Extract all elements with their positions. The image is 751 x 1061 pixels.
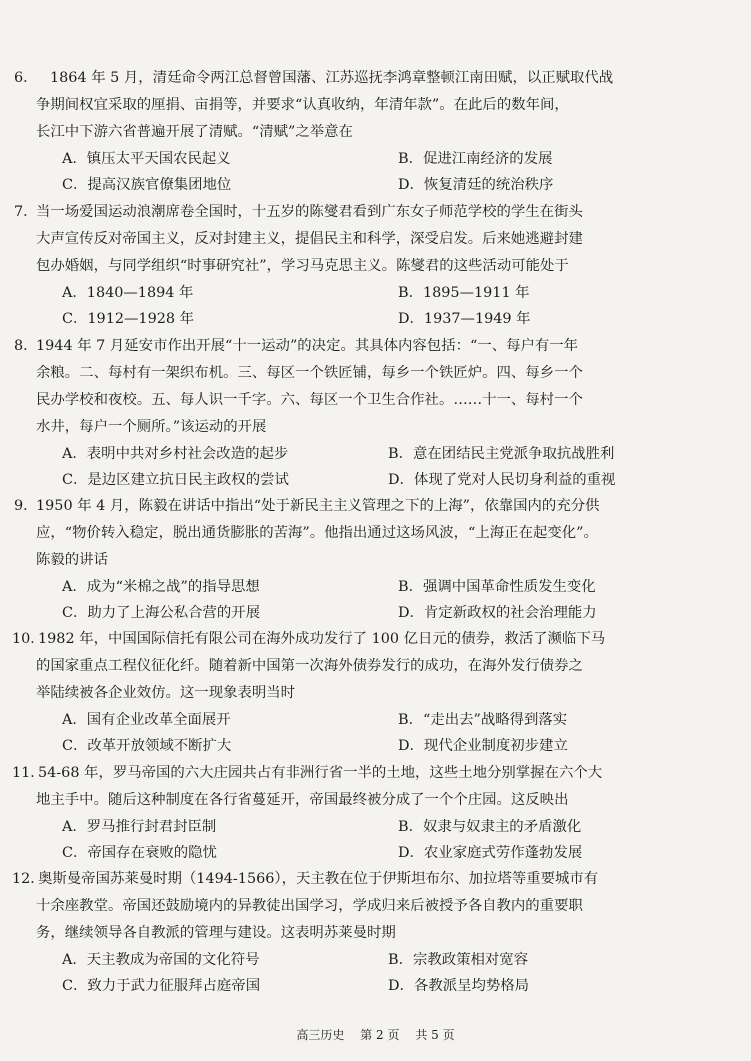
option-a[interactable]: A．镇压太平天国农民起义 [62,151,231,167]
option-d[interactable]: D．现代企业制度初步建立 [398,738,568,754]
question-stem-line: 举陆续被各企业效仿。这一现象表明当时 [36,685,296,701]
option-a[interactable]: A．1840—1894 年 [62,285,194,301]
option-c[interactable]: C．是边区建立抗日民主政权的尝试 [62,472,289,488]
question-number: 6． [14,70,38,86]
option-c[interactable]: C．助力了上海公私合营的开展 [62,605,261,621]
option-c[interactable]: C．帝国存在衰败的隐忧 [62,845,217,861]
question-stem-line: 长江中下游六省普遍开展了清赋。“清赋”之举意在 [36,124,353,140]
option-c[interactable]: C．致力于武力征服拜占庭帝国 [62,978,261,994]
option-a[interactable]: A．天主教成为帝国的文化符号 [62,952,260,968]
footer-subject: 高三历史 [296,1028,345,1042]
option-d[interactable]: D．肯定新政权的社会治理能力 [398,605,597,621]
option-d[interactable]: D．恢复清廷的统治秩序 [398,177,554,193]
option-a[interactable]: A．表明中共对乡村社会改造的起步 [62,446,289,462]
option-b[interactable]: B．“走出去”战略得到落实 [398,712,568,728]
page-footer [0,1026,751,1043]
question-number: 8． [14,338,38,354]
option-d[interactable]: D．体现了党对人民切身利益的重视 [388,472,616,488]
option-c[interactable]: C．1912—1928 年 [62,311,195,327]
option-b[interactable]: B．1895—1911 年 [398,285,530,301]
option-d[interactable]: D．1937—1949 年 [398,311,531,327]
question-stem-line: 民办学校和夜校。五、每人识一千字。六、每区一个卫生合作社。……十一、每村一个 [36,392,583,408]
option-b[interactable]: B．宗教政策相对宽容 [388,952,529,968]
question-stem-line: 争期间权宜采取的厘捐、亩捐等，并要求“认真收纳，年清年款”。在此后的数年间， [36,97,569,113]
option-a[interactable]: A．国有企业改革全面展开 [62,712,231,728]
question-stem-line: 地主手中。随后这种制度在各行省蔓延开，帝国最终被分成了一个个庄园。这反映出 [36,792,569,808]
option-b[interactable]: B．奴隶与奴隶主的矛盾激化 [398,819,582,835]
question-stem-line: 陈毅的讲话 [36,552,108,568]
option-c[interactable]: C．提高汉族官僚集团地位 [62,177,232,193]
option-a[interactable]: A．成为“米棉之战”的指导思想 [62,579,260,595]
question-stem-line: 的国家重点工程仪征化纤。随着新中国第一次海外债券发行的成功，在海外发行债券之 [36,658,583,674]
option-d[interactable]: D．各教派呈均势格局 [388,978,530,994]
question-stem-line: 1944 年 7 月延安市作出开展“十一运动”的决定。其具体内容包括：“一、每户有一年 [36,338,579,354]
option-b[interactable]: B．强调中国革命性质发生变化 [398,579,596,595]
option-d[interactable]: D．农业家庭式劳作蓬勃发展 [398,845,583,861]
question-stem-line: 1950 年 4 月，陈毅在讲话中指出“处于新民主主义管理之下的上海”，依靠国内的充分供 [36,498,600,514]
question-number: 10． [12,631,45,647]
question-stem-line: 1864 年 5 月，清廷命令两江总督曾国藩、江苏巡抚李鸿章整顿江南田赋，以正赋取代战 [50,70,614,86]
question-stem-line: 1982 年，中国国际信托有限公司在海外成功发行了 100 亿日元的债券，救活了濒临下马 [38,631,606,647]
question-stem-line: 大声宣传反对帝国主义，反对封建主义，提倡民主和科学，深受启发。后来她逃避封建 [36,231,583,247]
question-number: 12． [12,871,45,887]
question-stem-line: 包办婚姻，与同学组织“时事研究社”，学习马克思主义。陈燮君的这些活动可能处于 [36,258,569,274]
question-stem-line: 务，继续领导各自教派的管理与建设。这表明苏莱曼时期 [36,925,396,941]
question-stem-line: 水井，每户一个厕所。”该运动的开展 [36,419,267,435]
option-b[interactable]: B．促进江南经济的发展 [398,151,553,167]
question-stem-line: 余粮。二、每村有一架织布机。三、每区一个铁匠铺，每乡一个铁匠炉。四、每乡一个 [36,365,583,381]
question-stem-line: 54-68 年，罗马帝国的六大庄园共占有非洲行省一半的土地，这些土地分别掌握在六个大 [38,765,603,781]
option-c[interactable]: C．改革开放领域不断扩大 [62,738,232,754]
question-stem-line: 应，“物价转入稳定，脱出通货膨胀的苦海”。他指出通过这场风波，“上海正在起变化”。 [36,525,598,541]
question-stem-line: 当一场爱国运动浪潮席卷全国时，十五岁的陈燮君看到广东女子师范学校的学生在街头 [36,204,583,220]
option-b[interactable]: B．意在团结民主党派争取抗战胜利 [388,446,615,462]
question-number: 7． [14,204,38,220]
footer-total-pages: 共 5 页 [415,1028,455,1042]
question-number: 11． [12,765,45,781]
option-a[interactable]: A．罗马推行封君封臣制 [62,819,217,835]
footer-page-number: 第 2 页 [360,1028,400,1042]
question-number: 9． [14,498,38,514]
question-stem-line: 奥斯曼帝国苏莱曼时期（1494-1566），天主教在位于伊斯坦布尔、加拉塔等重要城市有 [38,871,599,887]
question-stem-line: 十余座教堂。帝国还鼓励境内的异教徒出国学习，学成归来后被授予各自教内的重要职 [36,898,583,914]
